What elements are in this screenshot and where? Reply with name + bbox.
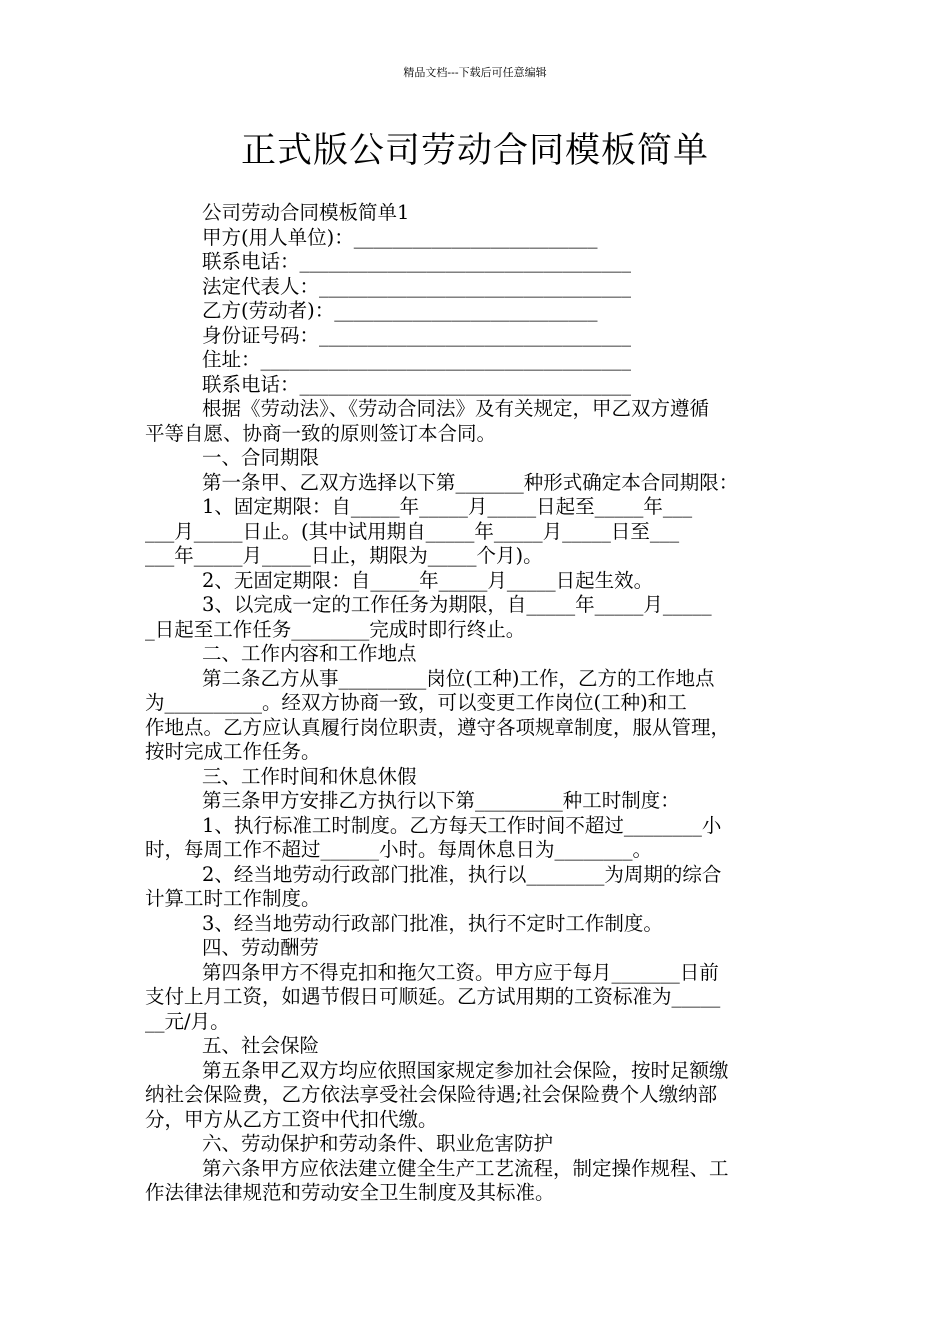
document-line: 联系电话：__________________________________ — [202, 250, 632, 273]
document-line: 为__________。经双方协商一致，可以变更工作岗位(工种)和工 — [145, 691, 687, 714]
document-line: 时，每周工作不超过______小时。每周休息日为________。 — [145, 838, 653, 861]
document-line: 联系电话：__________________________________ — [202, 372, 632, 396]
document-line: 根据《劳动法》、《劳动合同法》及有关规定，甲乙双方遵循 — [202, 397, 710, 420]
document-line: 1、执行标准工时制度。乙方每天工作时间不超过________小 — [202, 813, 722, 837]
document-line: 支付上月工资，如遇节假日可顺延。乙方试用期的工资标准为_____ — [145, 985, 721, 1008]
document-line: 六、劳动保护和劳动条件、职业危害防护 — [202, 1132, 554, 1155]
page-header: 精品文档---下载后可任意编辑 — [403, 66, 547, 79]
document-line: 第一条甲、乙双方选择以下第_______种形式确定本合同期限： — [202, 470, 739, 494]
document-line: 甲方(用人单位)：_________________________ — [202, 225, 598, 249]
document-line: 2、无固定期限：自_____年_____月_____日起生效。 — [202, 568, 654, 592]
document-line: 一、合同期限 — [202, 446, 320, 469]
document-line: 第六条甲方应依法建立健全生产工艺流程，制定操作规程、工 — [202, 1156, 729, 1180]
document-line: 三、工作时间和休息休假 — [202, 764, 417, 788]
document-line: 3、经当地劳动行政部门批准，执行不定时工作制度。 — [202, 911, 663, 935]
document-line: 四、劳动酬劳 — [202, 936, 320, 959]
document-line: 纳社会保险费，乙方依法享受社会保险待遇;社会保险费个人缴纳部 — [145, 1083, 718, 1106]
document-title: 正式版公司劳动合同模板简单 — [240, 131, 709, 171]
document-line: 按时完成工作任务。 — [145, 740, 321, 763]
document-line: __元/月。 — [145, 1009, 230, 1033]
document-line: 五、社会保险 — [202, 1034, 320, 1057]
document-line: 第五条甲乙双方均应依照国家规定参加社会保险，按时足额缴 — [202, 1058, 729, 1082]
document-line: 第三条甲方安排乙方执行以下第_________种工时制度： — [202, 789, 680, 812]
document-body — [145, 201, 815, 1206]
document-line: 身份证号码：________________________________ — [202, 323, 632, 347]
document-line: 2、经当地劳动行政部门批准，执行以________为周期的综合 — [202, 862, 722, 886]
document-line: 作地点。乙方应认真履行岗位职责，遵守各项规章制度，服从管理， — [145, 715, 731, 739]
document-line: 乙方(劳动者)：___________________________ — [202, 299, 598, 322]
document-line: 计算工时工作制度。 — [145, 887, 321, 910]
document-line: 公司劳动合同模板简单1 — [202, 201, 410, 224]
document-line: ___年_____月_____日止，期限为_____个月)。 — [145, 544, 543, 567]
document-line: 1、固定期限：自_____年_____月_____日起至_____年___ — [202, 495, 693, 518]
document-line: 作法律法律规范和劳动安全卫生制度及其标准。 — [145, 1181, 555, 1204]
document-line: 第二条乙方从事_________岗位(工种)工作，乙方的工作地点 — [202, 666, 715, 690]
document-line: 3、以完成一定的工作任务为期限，自_____年_____月_____ — [202, 593, 712, 616]
document-line: ___月_____日止。(其中试用期自_____年_____月_____日至___ — [145, 519, 680, 543]
document-line: 二、工作内容和工作地点 — [202, 642, 417, 665]
document-line: 法定代表人：________________________________ — [202, 274, 632, 298]
document-line: 住址：______________________________________ — [202, 348, 632, 371]
document-line: 平等自愿、协商一致的原则签订本合同。 — [145, 421, 497, 445]
document-line: 第四条甲方不得克扣和拖欠工资。甲方应于每月_______日前 — [202, 960, 719, 984]
document-line: 分，甲方从乙方工资中代扣代缴。 — [145, 1107, 438, 1131]
document-line: _日起至工作任务________完成时即行终止。 — [145, 617, 526, 641]
